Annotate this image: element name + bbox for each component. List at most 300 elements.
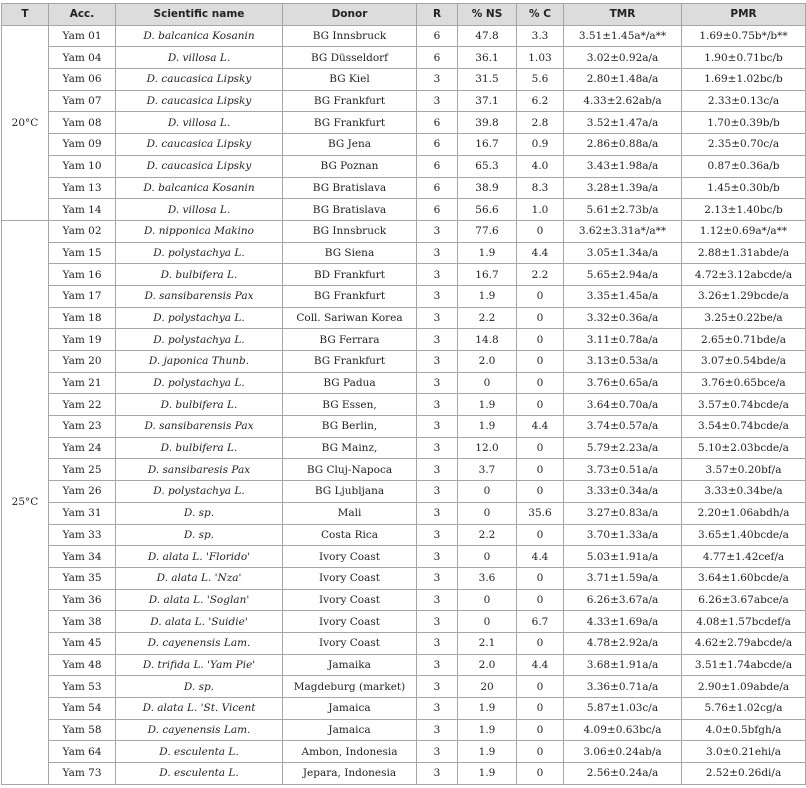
- pmr-cell: 0.87±0.36a/b: [682, 155, 806, 177]
- donor-header: Donor: [283, 4, 417, 26]
- scientific-name-cell: D. polystachya L.: [116, 372, 283, 394]
- scientific-name-cell: D. bulbifera L.: [116, 264, 283, 286]
- temperature-group-cell: 20°C: [2, 25, 49, 220]
- donor-cell: BG Siena: [283, 242, 417, 264]
- pmr-cell: 3.51±1.74abcde/a: [682, 654, 806, 676]
- table-row: [2, 351, 806, 373]
- accession-cell: Yam 13: [49, 177, 116, 199]
- accession-cell: Yam 01: [49, 25, 116, 47]
- accession-cell: Yam 17: [49, 285, 116, 307]
- pmr-cell: 3.64±1.60bcde/a: [682, 567, 806, 589]
- pmr-cell: 4.77±1.42cef/a: [682, 546, 806, 568]
- scientific-name-cell: D. alata L. 'Nza': [116, 567, 283, 589]
- donor-cell: Jamaika: [283, 654, 417, 676]
- percent-ns-cell: 77.6: [458, 220, 517, 242]
- table-row: [2, 676, 806, 698]
- pmr-cell: 2.20±1.06abdh/a: [682, 502, 806, 524]
- scientific-name-cell: D. caucasica Lipsky: [116, 155, 283, 177]
- table-row: [2, 481, 806, 503]
- accession-cell: Yam 36: [49, 589, 116, 611]
- tmr-cell: 3.70±1.33a/a: [564, 524, 682, 546]
- tmr-cell: 4.33±2.62ab/a: [564, 90, 682, 112]
- accession-cell: Yam 15: [49, 242, 116, 264]
- pmr-cell: 3.57±0.20bf/a: [682, 459, 806, 481]
- percent-ns-cell: 1.9: [458, 242, 517, 264]
- accession-cell: Yam 31: [49, 502, 116, 524]
- percent-c-cell: 0: [517, 698, 564, 720]
- pmr-cell: 1.70±0.39b/b: [682, 112, 806, 134]
- percent-c-cell: 0: [517, 459, 564, 481]
- percent-ns-cell: 1.9: [458, 394, 517, 416]
- accession-cell: Yam 21: [49, 372, 116, 394]
- table-row: [2, 25, 806, 47]
- accession-cell: Yam 08: [49, 112, 116, 134]
- scientific-name-cell: D. sp.: [116, 502, 283, 524]
- table-row: [2, 90, 806, 112]
- percent-c-cell: 0: [517, 567, 564, 589]
- percent-ns-cell: 16.7: [458, 134, 517, 156]
- percent-ns-cell: 1.9: [458, 741, 517, 763]
- percent-ns-cell: 2.0: [458, 654, 517, 676]
- scientific-name-cell: D. villosa L.: [116, 47, 283, 69]
- replicates-cell: 3: [417, 69, 458, 91]
- accession-cell: Yam 35: [49, 567, 116, 589]
- donor-cell: BG Berlin,: [283, 416, 417, 438]
- donor-cell: BG Essen,: [283, 394, 417, 416]
- scientific-name-cell: D. alata L. 'Suidie': [116, 611, 283, 633]
- accession-cell: Yam 09: [49, 134, 116, 156]
- donor-cell: BG Poznan: [283, 155, 417, 177]
- percent-c-cell: 4.0: [517, 155, 564, 177]
- percent-ns-cell: 0: [458, 611, 517, 633]
- donor-cell: BG Frankfurt: [283, 285, 417, 307]
- pmr-cell: 2.88±1.31abde/a: [682, 242, 806, 264]
- table-row: [2, 307, 806, 329]
- percent-c-cell: 4.4: [517, 416, 564, 438]
- percent-c-cell: 0: [517, 372, 564, 394]
- tmr-cell: 3.36±0.71a/a: [564, 676, 682, 698]
- percent-ns-cell: 3.6: [458, 567, 517, 589]
- pmr-cell: 3.57±0.74bcde/a: [682, 394, 806, 416]
- tmr-cell: 3.28±1.39a/a: [564, 177, 682, 199]
- replicates-cell: 3: [417, 763, 458, 785]
- percent-ns-cell: 37.1: [458, 90, 517, 112]
- percent-c-header: % C: [517, 4, 564, 26]
- pmr-cell: 4.0±0.5bfgh/a: [682, 719, 806, 741]
- tmr-cell: 3.73±0.51a/a: [564, 459, 682, 481]
- percent-ns-cell: 0: [458, 502, 517, 524]
- tmr-cell: 3.33±0.34a/a: [564, 481, 682, 503]
- replicates-cell: 3: [417, 394, 458, 416]
- replicates-cell: 6: [417, 199, 458, 221]
- replicates-cell: 6: [417, 112, 458, 134]
- donor-cell: BG Cluj-Napoca: [283, 459, 417, 481]
- table-row: [2, 632, 806, 654]
- replicates-cell: 3: [417, 481, 458, 503]
- tmr-cell: 5.87±1.03c/a: [564, 698, 682, 720]
- donor-cell: Jepara, Indonesia: [283, 763, 417, 785]
- replicates-cell: 3: [417, 502, 458, 524]
- accession-cell: Yam 24: [49, 437, 116, 459]
- tmr-cell: 3.68±1.91a/a: [564, 654, 682, 676]
- table-row: [2, 177, 806, 199]
- scientific-name-cell: D. balcanica Kosanin: [116, 177, 283, 199]
- accession-cell: Yam 23: [49, 416, 116, 438]
- donor-cell: Jamaica: [283, 719, 417, 741]
- accession-cell: Yam 33: [49, 524, 116, 546]
- replicates-cell: 3: [417, 632, 458, 654]
- tmr-cell: 3.35±1.45a/a: [564, 285, 682, 307]
- replicates-cell: 3: [417, 589, 458, 611]
- tmr-cell: 3.11±0.78a/a: [564, 329, 682, 351]
- pmr-cell: 5.10±2.03bcde/a: [682, 437, 806, 459]
- donor-cell: Costa Rica: [283, 524, 417, 546]
- table-row: [2, 285, 806, 307]
- accession-cell: Yam 22: [49, 394, 116, 416]
- percent-c-cell: 0: [517, 676, 564, 698]
- scientific-name-cell: D. polystachya L.: [116, 329, 283, 351]
- table-row: [2, 741, 806, 763]
- donor-cell: BG Frankfurt: [283, 351, 417, 373]
- scientific-name-cell: D. bulbifera L.: [116, 394, 283, 416]
- tmr-cell: 2.86±0.88a/a: [564, 134, 682, 156]
- percent-ns-cell: 0: [458, 589, 517, 611]
- donor-cell: BG Ferrara: [283, 329, 417, 351]
- pmr-cell: 3.76±0.65bce/a: [682, 372, 806, 394]
- accession-cell: Yam 25: [49, 459, 116, 481]
- percent-c-cell: 35.6: [517, 502, 564, 524]
- percent-c-cell: 4.4: [517, 242, 564, 264]
- accession-cell: Yam 18: [49, 307, 116, 329]
- accession-cell: Yam 19: [49, 329, 116, 351]
- percent-ns-cell: 36.1: [458, 47, 517, 69]
- donor-cell: Ivory Coast: [283, 567, 417, 589]
- table-row: [2, 698, 806, 720]
- table-row: [2, 47, 806, 69]
- replicates-cell: 3: [417, 220, 458, 242]
- replicates-cell: 3: [417, 90, 458, 112]
- table-row: [2, 611, 806, 633]
- pmr-cell: 4.62±2.79abcde/a: [682, 632, 806, 654]
- replicates-header: R: [417, 4, 458, 26]
- table-body: [2, 25, 806, 784]
- pmr-cell: 5.76±1.02cg/a: [682, 698, 806, 720]
- scientific-name-cell: D. polystachya L.: [116, 242, 283, 264]
- tmr-header: TMR: [564, 4, 682, 26]
- scientific-name-cell: D. cayenensis Lam.: [116, 632, 283, 654]
- donor-cell: Ivory Coast: [283, 546, 417, 568]
- accession-cell: Yam 04: [49, 47, 116, 69]
- accession-cell: Yam 48: [49, 654, 116, 676]
- tmr-cell: 4.33±1.69a/a: [564, 611, 682, 633]
- tmr-cell: 2.56±0.24a/a: [564, 763, 682, 785]
- accession-cell: Yam 73: [49, 763, 116, 785]
- percent-ns-cell: 2.1: [458, 632, 517, 654]
- tmr-cell: 3.27±0.83a/a: [564, 502, 682, 524]
- tmr-cell: 3.06±0.24ab/a: [564, 741, 682, 763]
- percent-ns-cell: 47.8: [458, 25, 517, 47]
- table-header: [2, 4, 806, 26]
- percent-c-cell: 0: [517, 285, 564, 307]
- accession-cell: Yam 54: [49, 698, 116, 720]
- percent-ns-cell: 14.8: [458, 329, 517, 351]
- tmr-cell: 5.03±1.91a/a: [564, 546, 682, 568]
- pmr-cell: 3.0±0.21ehi/a: [682, 741, 806, 763]
- percent-ns-cell: 31.5: [458, 69, 517, 91]
- tmr-cell: 3.74±0.57a/a: [564, 416, 682, 438]
- replicates-cell: 3: [417, 329, 458, 351]
- replicates-cell: 3: [417, 567, 458, 589]
- accession-cell: Yam 02: [49, 220, 116, 242]
- percent-ns-cell: 0: [458, 372, 517, 394]
- percent-ns-cell: 2.2: [458, 524, 517, 546]
- accession-cell: Yam 34: [49, 546, 116, 568]
- scientific-name-cell: D. caucasica Lipsky: [116, 134, 283, 156]
- table-row: [2, 502, 806, 524]
- percent-c-cell: 1.0: [517, 199, 564, 221]
- donor-cell: BG Kiel: [283, 69, 417, 91]
- donor-cell: BG Frankfurt: [283, 112, 417, 134]
- tmr-cell: 3.71±1.59a/a: [564, 567, 682, 589]
- scientific-name-cell: D. caucasica Lipsky: [116, 90, 283, 112]
- table-row: [2, 220, 806, 242]
- percent-c-cell: 8.3: [517, 177, 564, 199]
- percent-ns-cell: 1.9: [458, 416, 517, 438]
- pmr-cell: 3.65±1.40bcde/a: [682, 524, 806, 546]
- percent-c-cell: 2.8: [517, 112, 564, 134]
- percent-ns-cell: 0: [458, 546, 517, 568]
- table-row: [2, 112, 806, 134]
- percent-c-cell: 0: [517, 524, 564, 546]
- percent-c-cell: 2.2: [517, 264, 564, 286]
- pmr-cell: 6.26±3.67abce/a: [682, 589, 806, 611]
- scientific-name-cell: D. alata L. 'St. Vicent: [116, 698, 283, 720]
- scientific-name-cell: D. alata L. 'Florido': [116, 546, 283, 568]
- pmr-cell: 3.33±0.34be/a: [682, 481, 806, 503]
- replicates-cell: 6: [417, 155, 458, 177]
- pmr-cell: 2.35±0.70c/a: [682, 134, 806, 156]
- percent-ns-cell: 3.7: [458, 459, 517, 481]
- pmr-cell: 2.33±0.13c/a: [682, 90, 806, 112]
- donor-cell: BG Padua: [283, 372, 417, 394]
- header-row: [2, 4, 806, 26]
- donor-cell: Ivory Coast: [283, 632, 417, 654]
- table-row: [2, 264, 806, 286]
- scientific-name-cell: D. bulbifera L.: [116, 437, 283, 459]
- donor-cell: Coll. Sariwan Korea: [283, 307, 417, 329]
- donor-cell: Jamaica: [283, 698, 417, 720]
- data-table: [1, 3, 806, 785]
- temperature-group-cell: 25°C: [2, 220, 49, 784]
- replicates-cell: 3: [417, 264, 458, 286]
- percent-c-cell: 0.9: [517, 134, 564, 156]
- percent-c-cell: 6.2: [517, 90, 564, 112]
- replicates-cell: 3: [417, 546, 458, 568]
- tmr-cell: 3.52±1.47a/a: [564, 112, 682, 134]
- replicates-cell: 3: [417, 654, 458, 676]
- replicates-cell: 3: [417, 351, 458, 373]
- scientific-name-cell: D. balcanica Kosanin: [116, 25, 283, 47]
- table-row: [2, 394, 806, 416]
- percent-c-cell: 0: [517, 589, 564, 611]
- replicates-cell: 3: [417, 676, 458, 698]
- percent-ns-cell: 16.7: [458, 264, 517, 286]
- tmr-cell: 5.61±2.73b/a: [564, 199, 682, 221]
- donor-cell: BG Innsbruck: [283, 25, 417, 47]
- percent-ns-cell: 12.0: [458, 437, 517, 459]
- percent-c-cell: 0: [517, 719, 564, 741]
- percent-ns-header: % NS: [458, 4, 517, 26]
- donor-cell: Ivory Coast: [283, 589, 417, 611]
- pmr-cell: 3.07±0.54bde/a: [682, 351, 806, 373]
- replicates-cell: 3: [417, 242, 458, 264]
- replicates-cell: 3: [417, 611, 458, 633]
- scientific-name-cell: D. sansibaresis Pax: [116, 459, 283, 481]
- percent-c-cell: 5.6: [517, 69, 564, 91]
- scientific-name-cell: D. villosa L.: [116, 112, 283, 134]
- scientific-name-cell: D. caucasica Lipsky: [116, 69, 283, 91]
- donor-cell: BG Ljubljana: [283, 481, 417, 503]
- table-row: [2, 459, 806, 481]
- percent-ns-cell: 20: [458, 676, 517, 698]
- pmr-cell: 2.65±0.71bde/a: [682, 329, 806, 351]
- donor-cell: BG Bratislava: [283, 199, 417, 221]
- percent-c-cell: 6.7: [517, 611, 564, 633]
- table-row: [2, 719, 806, 741]
- donor-cell: BG Jena: [283, 134, 417, 156]
- accession-cell: Yam 14: [49, 199, 116, 221]
- replicates-cell: 6: [417, 134, 458, 156]
- accession-cell: Yam 10: [49, 155, 116, 177]
- table-row: [2, 567, 806, 589]
- accession-cell: Yam 53: [49, 676, 116, 698]
- table-row: [2, 69, 806, 91]
- table-row: [2, 763, 806, 785]
- table-row: [2, 329, 806, 351]
- tmr-cell: 3.64±0.70a/a: [564, 394, 682, 416]
- replicates-cell: 3: [417, 524, 458, 546]
- donor-cell: BD Frankfurt: [283, 264, 417, 286]
- percent-ns-cell: 1.9: [458, 719, 517, 741]
- percent-ns-cell: 39.8: [458, 112, 517, 134]
- pmr-cell: 1.45±0.30b/b: [682, 177, 806, 199]
- percent-c-cell: 0: [517, 437, 564, 459]
- percent-ns-cell: 1.9: [458, 763, 517, 785]
- table-row: [2, 524, 806, 546]
- donor-cell: Mali: [283, 502, 417, 524]
- replicates-cell: 3: [417, 285, 458, 307]
- accession-cell: Yam 07: [49, 90, 116, 112]
- pmr-header: PMR: [682, 4, 806, 26]
- donor-cell: BG Mainz,: [283, 437, 417, 459]
- donor-cell: BG Innsbruck: [283, 220, 417, 242]
- replicates-cell: 6: [417, 177, 458, 199]
- accession-cell: Yam 20: [49, 351, 116, 373]
- scientific-name-cell: D. polystachya L.: [116, 307, 283, 329]
- table-row: [2, 437, 806, 459]
- scientific-name-cell: D. trifida L. 'Yam Pie': [116, 654, 283, 676]
- percent-c-cell: 0: [517, 763, 564, 785]
- percent-ns-cell: 1.9: [458, 285, 517, 307]
- percent-c-cell: 0: [517, 481, 564, 503]
- donor-cell: BG Frankfurt: [283, 90, 417, 112]
- table-row: [2, 416, 806, 438]
- tmr-cell: 3.51±1.45a*/a**: [564, 25, 682, 47]
- table-row: [2, 134, 806, 156]
- tmr-cell: 3.02±0.92a/a: [564, 47, 682, 69]
- table-row: [2, 155, 806, 177]
- percent-c-cell: 0: [517, 632, 564, 654]
- accession-cell: Yam 64: [49, 741, 116, 763]
- replicates-cell: 3: [417, 459, 458, 481]
- accession-header: Acc.: [49, 4, 116, 26]
- replicates-cell: 3: [417, 307, 458, 329]
- percent-c-cell: 1.03: [517, 47, 564, 69]
- replicates-cell: 6: [417, 25, 458, 47]
- tmr-cell: 3.13±0.53a/a: [564, 351, 682, 373]
- percent-ns-cell: 1.9: [458, 698, 517, 720]
- replicates-cell: 3: [417, 741, 458, 763]
- percent-ns-cell: 2.2: [458, 307, 517, 329]
- scientific-name-cell: D. sp.: [116, 676, 283, 698]
- replicates-cell: 3: [417, 437, 458, 459]
- replicates-cell: 6: [417, 47, 458, 69]
- replicates-cell: 3: [417, 416, 458, 438]
- tmr-cell: 3.76±0.65a/a: [564, 372, 682, 394]
- percent-c-cell: 0: [517, 307, 564, 329]
- tmr-cell: 5.65±2.94a/a: [564, 264, 682, 286]
- scientific-name-cell: D. alata L. 'Soglan': [116, 589, 283, 611]
- scientific-name-cell: D. sansibarensis Pax: [116, 285, 283, 307]
- temperature-header: T: [2, 4, 49, 26]
- replicates-cell: 3: [417, 372, 458, 394]
- table-row: [2, 589, 806, 611]
- percent-ns-cell: 38.9: [458, 177, 517, 199]
- percent-c-cell: 3.3: [517, 25, 564, 47]
- percent-c-cell: 0: [517, 351, 564, 373]
- replicates-cell: 3: [417, 698, 458, 720]
- accession-cell: Yam 16: [49, 264, 116, 286]
- pmr-cell: 3.26±1.29bcde/a: [682, 285, 806, 307]
- tmr-cell: 3.05±1.34a/a: [564, 242, 682, 264]
- percent-c-cell: 4.4: [517, 546, 564, 568]
- tmr-cell: 3.32±0.36a/a: [564, 307, 682, 329]
- pmr-cell: 4.72±3.12abcde/a: [682, 264, 806, 286]
- percent-ns-cell: 0: [458, 481, 517, 503]
- scientific-name-cell: D. villosa L.: [116, 199, 283, 221]
- scientific-name-cell: D. japonica Thunb.: [116, 351, 283, 373]
- tmr-cell: 3.43±1.98a/a: [564, 155, 682, 177]
- tmr-cell: 5.79±2.23a/a: [564, 437, 682, 459]
- pmr-cell: 2.90±1.09abde/a: [682, 676, 806, 698]
- pmr-cell: 1.90±0.71bc/b: [682, 47, 806, 69]
- tmr-cell: 3.62±3.31a*/a**: [564, 220, 682, 242]
- percent-ns-cell: 2.0: [458, 351, 517, 373]
- donor-cell: Magdeburg (market): [283, 676, 417, 698]
- pmr-cell: 3.54±0.74bcde/a: [682, 416, 806, 438]
- pmr-cell: 1.69±0.75b*/b**: [682, 25, 806, 47]
- tmr-cell: 4.09±0.63bc/a: [564, 719, 682, 741]
- donor-cell: Ambon, Indonesia: [283, 741, 417, 763]
- scientific-name-cell: D. esculenta L.: [116, 763, 283, 785]
- pmr-cell: 3.25±0.22be/a: [682, 307, 806, 329]
- replicates-cell: 3: [417, 719, 458, 741]
- tmr-cell: 2.80±1.48a/a: [564, 69, 682, 91]
- accession-cell: Yam 06: [49, 69, 116, 91]
- scientific-name-cell: D. esculenta L.: [116, 741, 283, 763]
- tmr-cell: 4.78±2.92a/a: [564, 632, 682, 654]
- accession-cell: Yam 45: [49, 632, 116, 654]
